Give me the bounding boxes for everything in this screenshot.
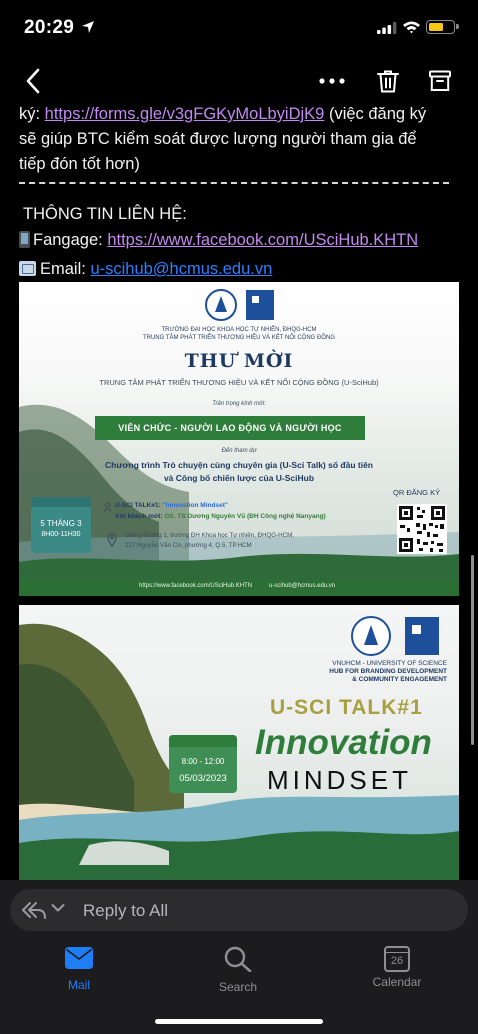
footer-email: u-scihub@hcmus.edu.vn [269, 583, 336, 589]
tab-mail[interactable] [29, 946, 129, 992]
mail-envelope-icon [64, 946, 94, 970]
university-logo [349, 615, 441, 657]
event-time: 8:00 - 12:00 [181, 757, 225, 766]
registration-form-link[interactable]: https://forms.gle/v3gFGKyMoLbyiDjK9 [44, 105, 325, 123]
tab-mail-label: Mail [67, 978, 90, 992]
status-time: 20:29 [24, 17, 75, 38]
talk-series-title: U-SCI TALK#1 [270, 696, 423, 719]
email-envelope-icon [19, 261, 36, 276]
mindset-title: MINDSET [267, 765, 412, 795]
more-dots-icon [319, 78, 345, 84]
reply-all-label[interactable]: Reply to All [83, 901, 169, 920]
attend-text: Đến tham dự [221, 448, 257, 454]
email-body [0, 100, 478, 890]
chevron-down-icon[interactable] [51, 903, 65, 913]
event-hours: 8H00-11H30 [41, 531, 81, 538]
event-date: 05/03/2023 [179, 773, 227, 784]
reply-all-icon[interactable] [21, 900, 47, 920]
body-text: tiếp đón tốt hơn) [19, 155, 140, 173]
fanpage-link[interactable]: https://www.facebook.com/USciHub.KHTN [107, 231, 419, 249]
tab-search-label: Search [218, 980, 258, 994]
home-indicator [155, 1019, 323, 1024]
chevron-left-icon [25, 68, 41, 94]
venue-line: Giảng đường 1, trường ĐH Khoa học Tự nhiên, ĐHQG-HCM, [125, 532, 294, 539]
qr-code-icon [397, 504, 447, 554]
search-icon [224, 946, 252, 972]
battery-icon [426, 20, 455, 34]
scroll-indicator[interactable] [471, 555, 474, 745]
organizer-name: TRUNG TÂM PHÁT TRIỂN THƯƠNG HIỆU VÀ KẾT NỐI CỘNG ĐỒNG (U-SciHub) [99, 378, 379, 387]
innovation-title: Innovation [255, 723, 432, 762]
venue-address: 227 Nguyễn Văn Cừ, phường 4, Q.5, TP.HCM [125, 542, 252, 549]
talk-title: U-SCI TALK#1: "Innovation Mindset" [115, 502, 228, 509]
delete-button[interactable] [372, 58, 404, 104]
guest-line: Với khách mời: GS. TS Dương Nguyên Vũ (ĐH Công nghệ Nanyang) [115, 513, 326, 520]
qr-label: QR ĐĂNG KÝ [393, 488, 441, 497]
invite-text: Trân trọng kính mời: [212, 401, 266, 407]
location-arrow-icon [81, 20, 95, 34]
program-title: Chương trình Trò chuyện cùng chuyên gia (U-Sci Talk) số đầu tiên [104, 460, 373, 470]
calendar-icon: 26 [384, 946, 410, 972]
poster-footer [19, 580, 459, 596]
footer-facebook: https://www.facebook.com/USciHub.KHTN [139, 583, 253, 589]
map-pin-icon [107, 533, 117, 547]
back-button[interactable] [18, 58, 48, 104]
more-button[interactable] [314, 58, 350, 104]
body-text: sẽ giúp BTC kiểm soát được lượng người tham gia để [19, 130, 417, 148]
registration-line: ký: https://forms.gle/v3gFGKyMoLbyiDjK9 (việc đăng ký [19, 105, 427, 123]
event-date: 5 THÁNG 3 [40, 519, 82, 528]
contact-heading: THÔNG TIN LIÊN HỆ: [23, 205, 187, 223]
tab-search[interactable] [188, 946, 288, 994]
tab-calendar-label: Calendar [372, 975, 422, 989]
audience-band: VIÊN CHỨC - NGƯỜI LAO ĐỘNG VÀ NGƯỜI HỌC [95, 416, 365, 440]
cellular-signal-icon [377, 22, 397, 34]
poster-title: THƯ MỜI [184, 350, 294, 372]
archive-button[interactable] [424, 58, 456, 104]
university-name: TRƯỜNG ĐẠI HỌC KHOA HỌC TỰ NHIÊN, ĐHQG-HCM TRUNG TÂM PHÁT TRIỂN THƯƠNG HIỆU VÀ KẾT NỐI CỘNG ĐỒNG [142, 327, 336, 341]
message-toolbar [0, 58, 478, 104]
email-address-link[interactable]: u-scihub@hcmus.edu.vn [90, 260, 273, 278]
wifi-icon [402, 20, 421, 34]
fanpage-line: Fangage: https://www.facebook.com/USciHub.KHTN [19, 231, 418, 250]
status-bar [0, 0, 478, 58]
user-icon [103, 502, 112, 512]
email-line: Email: u-scihub@hcmus.edu.vn [19, 260, 272, 279]
invitation-poster-image[interactable] [19, 282, 459, 596]
program-subtitle: và Công bố chiến lược của U-SciHub [163, 473, 315, 483]
university-logo [204, 288, 276, 322]
dashed-divider [19, 182, 449, 184]
hub-name: VNUHCM - UNIVERSITY OF SCIENCE HUB FOR BRANDING DEVELOPMENT & COMMUNITY ENGAGEMENT [329, 660, 447, 683]
tab-calendar[interactable] [347, 946, 447, 989]
event-date-calendar [169, 735, 237, 793]
reply-all-button[interactable] [10, 889, 468, 931]
talk-banner-image[interactable] [19, 605, 459, 881]
event-date-calendar [31, 497, 91, 553]
trash-icon [377, 69, 399, 93]
archive-icon [429, 70, 451, 92]
mobile-phone-icon [19, 231, 30, 248]
